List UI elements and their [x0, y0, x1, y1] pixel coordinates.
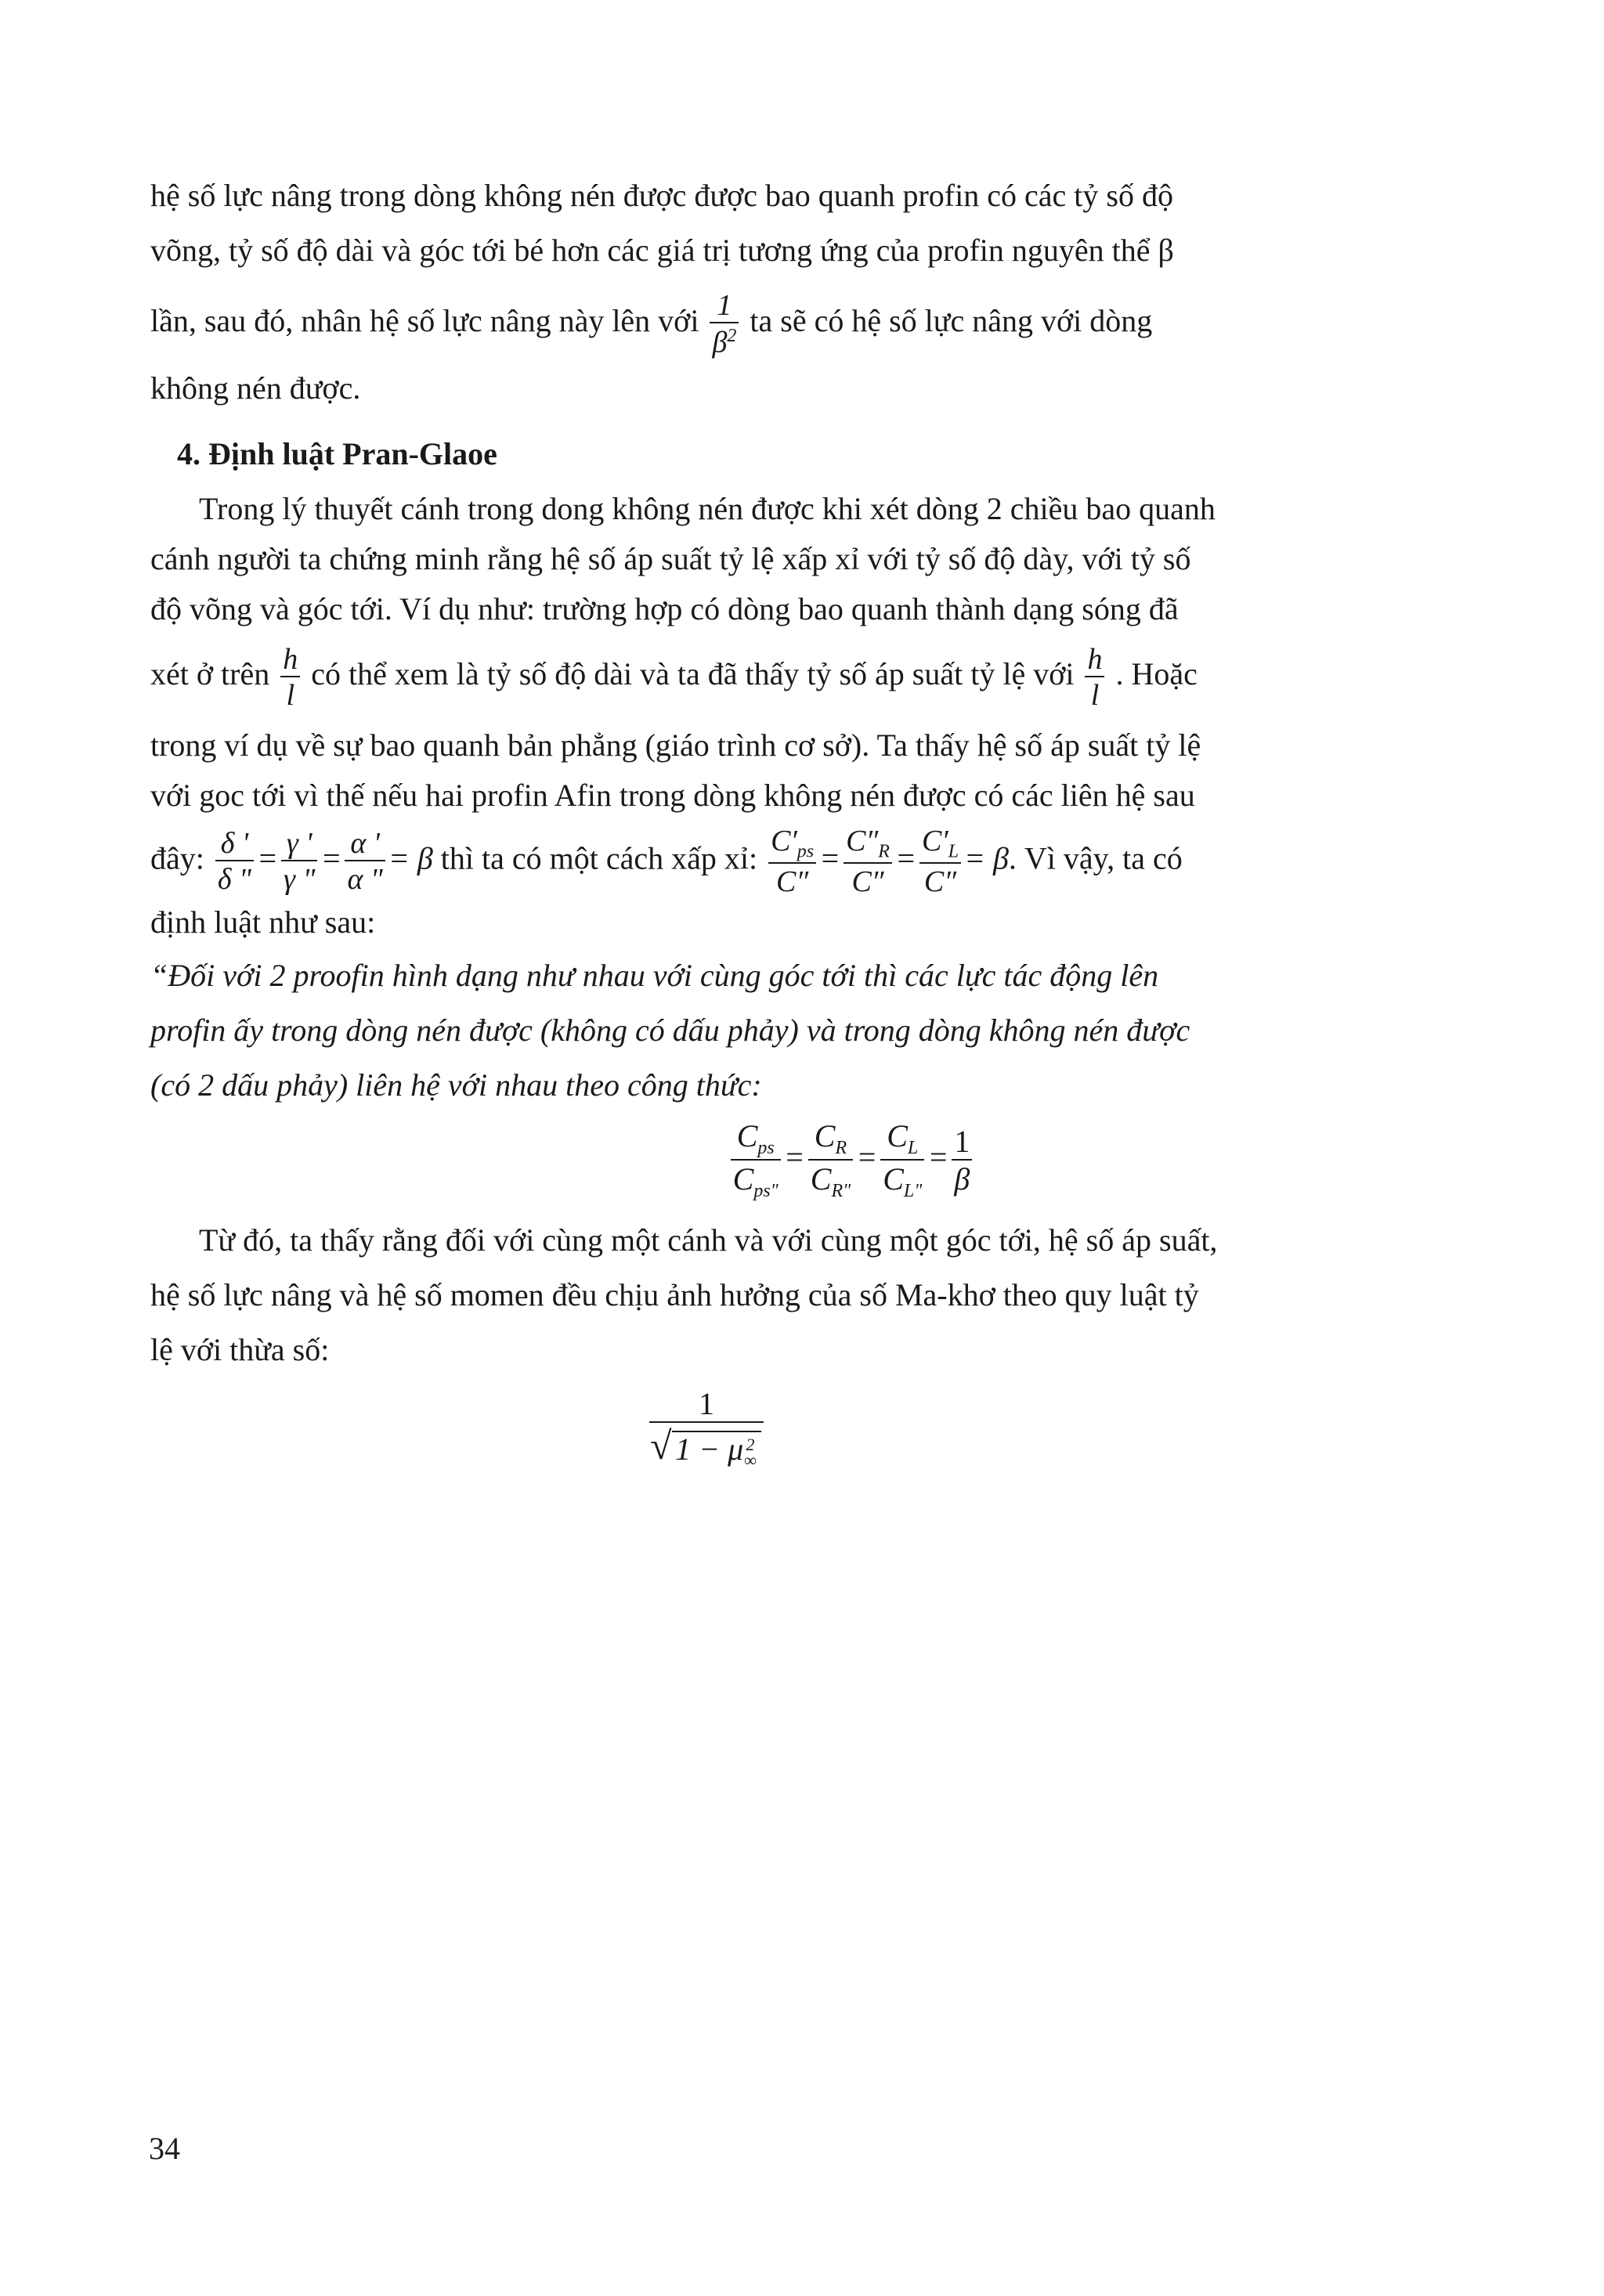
fraction-numerator — [731, 1118, 781, 1161]
fraction-numerator: α ' — [345, 829, 385, 861]
coefficient-symbol: C′ — [921, 824, 948, 857]
text-line: không nén được. — [150, 370, 361, 406]
text-span: lần, sau đó, nhân hệ số lực nâng này lên với — [150, 303, 699, 339]
coefficient-symbol: C — [883, 1161, 904, 1197]
page-content — [150, 168, 1443, 1473]
fraction-numerator: h — [1085, 644, 1104, 677]
fraction-denominator: α " — [347, 862, 383, 896]
subscript: R — [835, 1138, 847, 1159]
fraction-denominator — [731, 1161, 781, 1200]
fraction-gamma-ratio — [281, 826, 317, 896]
superscript: 2 — [746, 1435, 755, 1455]
fraction-delta-ratio — [215, 826, 254, 896]
equals-sign: = — [819, 840, 841, 876]
fraction-denominator: δ " — [217, 862, 251, 896]
fraction-numerator — [880, 1118, 924, 1161]
text-line: hệ số lực nâng và hệ số momen đều chịu ảnh hưởng của số Ma-khơ theo quy luật tỷ — [150, 1277, 1199, 1313]
paragraph-1 — [150, 168, 1443, 416]
paragraph-2 — [150, 482, 1443, 951]
fraction-numerator: 1 — [952, 1126, 972, 1161]
square-root — [650, 1424, 761, 1471]
page-number: 34 — [149, 2131, 180, 2166]
fraction-one-over-beta — [952, 1126, 972, 1195]
fraction-denominator: C″ — [776, 865, 809, 899]
fraction-denominator: C″ — [851, 865, 884, 899]
fraction-denominator: l — [286, 678, 294, 712]
superscript: 2 — [727, 326, 737, 346]
formula-mach-factor — [0, 1386, 1443, 1471]
text-line: trong ví dụ về sự bao quanh bản phẳng (giáo trình cơ sở). Ta thấy hệ số áp suất tỷ lệ — [150, 727, 1201, 763]
equals-sign: = — [894, 840, 916, 876]
subscript: L — [948, 841, 959, 862]
fraction-alpha-ratio — [345, 826, 385, 896]
fraction-cl — [880, 1118, 924, 1202]
equals-sign: = — [320, 840, 342, 876]
text-line: Từ đó, ta thấy rằng đối với cùng một cánh và với cùng một góc tới, hệ số áp suất, — [199, 1222, 1218, 1258]
text-line — [150, 826, 1443, 897]
fraction-numerator — [768, 826, 816, 865]
coefficient-symbol: C — [810, 1161, 832, 1197]
fraction-cr — [808, 1118, 853, 1202]
fraction-numerator — [808, 1118, 853, 1161]
fraction-denominator — [880, 1161, 924, 1200]
text-line: “Đối với 2 proofin hình dạng như nhau với cùng góc tới thì các lực tác động lên — [150, 958, 1159, 994]
fraction-numerator: 1 — [710, 291, 739, 323]
radical-icon: √ — [650, 1424, 672, 1468]
coefficient-symbol: C — [814, 1118, 836, 1154]
fraction-numerator: δ ' — [215, 829, 254, 861]
fraction-denominator: β — [954, 1161, 970, 1197]
fraction-sqrt-factor — [649, 1386, 764, 1471]
subscript: L" — [903, 1181, 923, 1202]
text-span: xét ở trên — [150, 655, 270, 691]
text-span: có thể xem là tỷ số độ dài và ta đã thấy tỷ số áp suất tỷ lệ với — [311, 655, 1075, 691]
coefficient-symbol: C′ — [771, 824, 797, 857]
subscript: ps — [757, 1138, 775, 1159]
radicand: 1 − μ — [675, 1431, 744, 1467]
formula-prandtl-glauert: $\frac{C_{ps}}{C_{ps"}}$ = $\frac{C_R}{C_{R"}}$ = $\frac{C_L}{C_{L"}}$ = $\frac{1}{\beta}$ — [260, 1121, 1443, 1200]
subscript: L — [907, 1138, 919, 1159]
text-line — [150, 291, 1443, 358]
fraction-cps — [731, 1118, 781, 1202]
fraction-cr-ratio — [844, 826, 892, 897]
text-line: định luật như sau: — [150, 904, 376, 940]
coefficient-symbol: C — [732, 1161, 754, 1197]
text-line: hệ số lực nâng trong dòng không nén được được bao quanh profin có các tỷ số độ — [150, 178, 1173, 213]
text-line: Trong lý thuyết cánh trong dong không nén được khi xét dòng 2 chiều bao quanh — [199, 490, 1216, 526]
text-line: độ võng và góc tới. Ví dụ như: trường hợp có dòng bao quanh thành dạng sóng đã — [150, 590, 1179, 626]
fraction-denominator: γ " — [284, 862, 316, 896]
fraction-cps-ratio — [768, 826, 816, 897]
subscript: R — [878, 841, 890, 862]
section-heading: 4. Định luật Pran-Glaoe — [177, 435, 497, 471]
text-line: lệ với thừa số: — [150, 1332, 330, 1368]
fraction-cl-ratio — [919, 826, 961, 897]
coefficient-symbol: C″ — [846, 824, 879, 857]
fraction-denominator: l — [1090, 678, 1100, 712]
text-span: đây: — [150, 840, 204, 876]
text-span: ta sẽ có hệ số lực nâng với dòng — [750, 303, 1153, 339]
fraction-numerator: h — [280, 644, 300, 677]
text-span: . Hoặc — [1115, 655, 1198, 691]
text-span: . Vì vậy, ta có — [1008, 840, 1183, 876]
text-span: thì ta có một cách xấp xỉ: — [440, 840, 758, 876]
text-line: võng, tỷ số độ dài và góc tới bé hơn các giá trị tương ứng của profin nguyên thể β — [150, 233, 1174, 268]
beta-equality: = β — [388, 840, 433, 876]
fraction-denominator — [808, 1161, 853, 1200]
fraction-numerator — [919, 826, 961, 865]
paragraph-3 — [150, 1213, 1443, 1377]
fraction-numerator: 1 — [649, 1388, 764, 1423]
text-line: profin ấy trong dòng nén được (không có dấu phảy) và trong dòng không nén được — [150, 1013, 1190, 1049]
fraction-h-over-l — [280, 644, 300, 710]
text-line: cánh người ta chứng minh rằng hệ số áp suất tỷ lệ xấp xỉ với tỷ số độ dày, với tỷ số — [150, 540, 1191, 576]
subscript: ps" — [753, 1181, 779, 1202]
subscript: ps — [797, 841, 815, 862]
fraction-numerator — [844, 826, 892, 865]
fraction-h-over-l — [1085, 644, 1104, 710]
power-index — [744, 1435, 757, 1471]
beta-symbol: β — [712, 326, 728, 359]
fraction-denominator: C″ — [923, 865, 957, 899]
text-line: (có 2 dấu phảy) liên hệ với nhau theo công thức: — [150, 1067, 762, 1103]
subscript: R" — [831, 1181, 851, 1202]
fraction-one-over-beta-squared — [710, 291, 739, 358]
law-statement — [150, 948, 1443, 1113]
equals-sign: = — [257, 840, 278, 876]
fraction-denominator — [649, 1423, 764, 1471]
beta-equality: = β — [964, 840, 1009, 876]
coefficient-symbol: C — [736, 1118, 758, 1154]
text-line — [150, 644, 1443, 710]
subscript: ∞ — [744, 1450, 757, 1471]
coefficient-symbol: C — [887, 1118, 908, 1154]
fraction-denominator — [710, 323, 739, 358]
fraction-numerator: γ ' — [281, 829, 317, 861]
text-line: với goc tới vì thế nếu hai profin Afin trong dòng không nén được có các liên hệ sau — [150, 777, 1195, 813]
